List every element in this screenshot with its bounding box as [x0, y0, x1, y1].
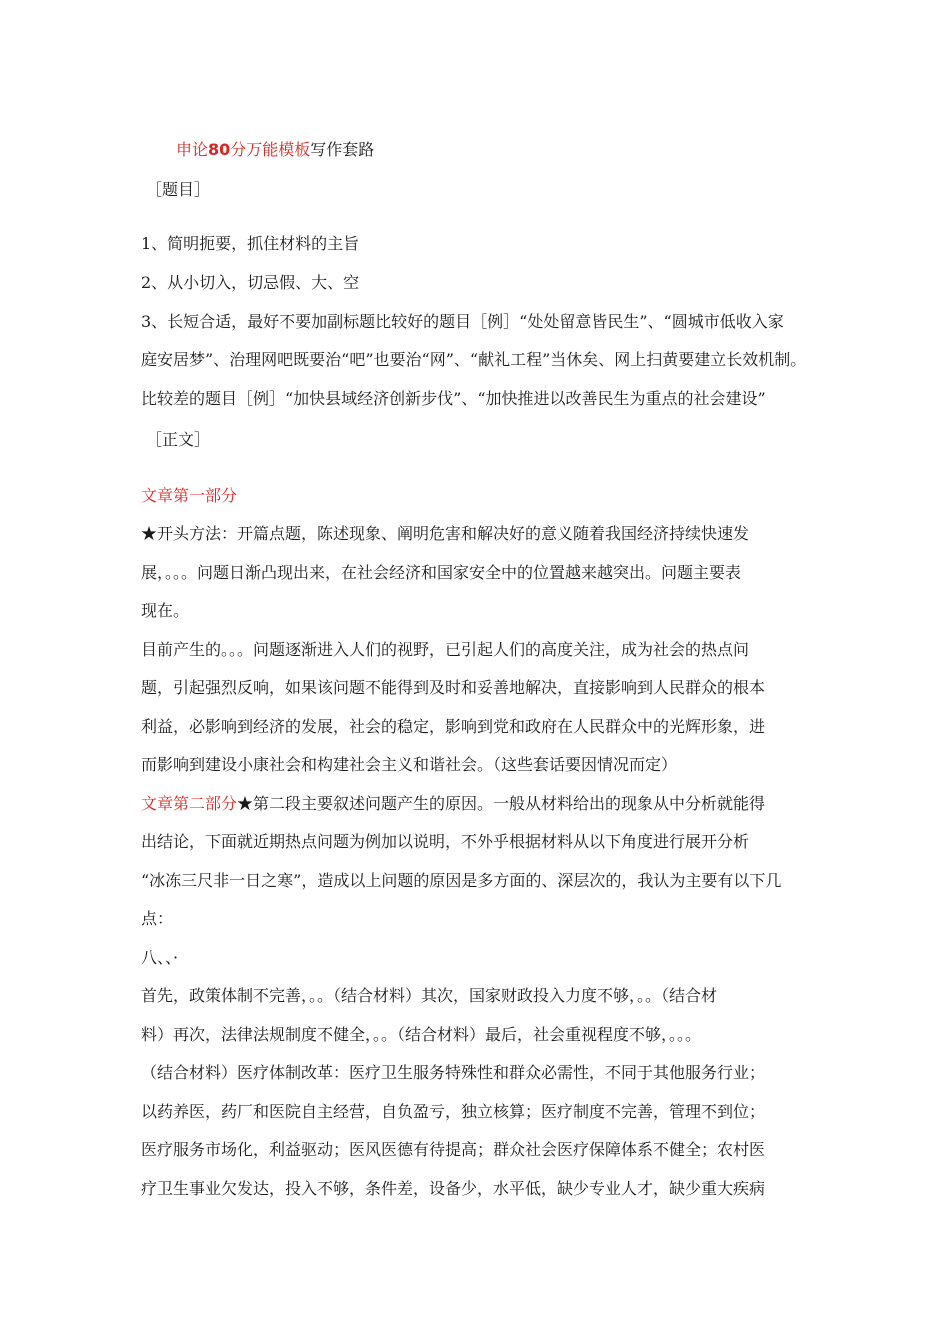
part2-line-1-text: ★第二段主要叙述问题产生的原因。一般从材料给出的现象从中分析就能得 — [237, 794, 766, 813]
topic-line-1: 1、简明扼要，抓住材料的主旨 — [141, 234, 360, 253]
section-topic-heading: ［题目］ — [146, 180, 211, 199]
document-title — [176, 140, 374, 160]
topic-line-2: 2、从小切入，切忌假、大、空 — [141, 273, 360, 292]
part1-line-2: 展，。。。问题日渐凸现出来，在社会经济和国家安全中的位置越来越突出。问题主要表 — [141, 563, 742, 582]
title-highlight: 分万能模板 — [230, 140, 311, 159]
part2-line-2: 出结论，下面就近期热点问题为例加以说明，不外乎根据材料从以下角度进行展开分析 — [141, 832, 750, 851]
part1-line-5: 题，引起强烈反响，如果该问题不能得到及时和妥善地解决，直接影响到人民群众的根本 — [141, 678, 766, 697]
part2-line-3: “冰冻三尺非一日之寒”，造成以上问题的原因是多方面的、深层次的，我认为主要有以下几 — [141, 871, 782, 890]
part2-line-1 — [141, 794, 765, 814]
part2-line-7: 料）再次，法律法规制度不健全，。。（结合材料）最后，社会重视程度不够，。。。 — [141, 1025, 702, 1044]
topic-line-4: 庭安居梦”、治理网吧既要治“吧”也要治“网”、“献礼工程”当休矣、网上扫黄要建立长效机制。 — [141, 350, 807, 369]
part2-line-4: 点： — [141, 909, 174, 928]
topic-line-3: 3、长短合适，最好不要加副标题比较好的题目［例］“处处留意皆民生”、“圆城市低收入家 — [141, 312, 784, 331]
part2-line-5: 八、、· — [141, 948, 179, 967]
part1-line-3: 现在。 — [141, 601, 190, 620]
title-number: 80 — [208, 140, 231, 159]
part1-line-4: 目前产生的。。。问题逐渐进入人们的视野，已引起人们的高度关注，成为社会的热点问 — [141, 640, 750, 659]
part2-line-9: 以药养医，药厂和医院自主经营，自负盈亏，独立核算；医疗制度不完善，管理不到位； — [141, 1102, 766, 1121]
part2-line-10: 医疗服务市场化，利益驱动；医风医德有待提高；群众社会医疗保障体系不健全；农村医 — [141, 1140, 766, 1159]
part1-line-6: 利益，必影响到经济的发展，社会的稳定，影响到党和政府在人民群众中的光辉形象，进 — [141, 717, 766, 736]
title-suffix: 写作套路 — [310, 140, 375, 159]
section-body-heading: ［正文］ — [146, 430, 211, 449]
title-prefix: 申论 — [176, 140, 209, 159]
part1-heading: 文章第一部分 — [141, 486, 238, 505]
part1-line-7: 而影响到建设小康社会和构建社会主义和谐社会。（这些套话要因情况而定） — [141, 755, 678, 774]
topic-line-5: 比较差的题目［例］“加快县域经济创新步伐”、“加快推进以改善民生为重点的社会建设” — [141, 389, 766, 408]
part1-line-1: ★开头方法：开篇点题，陈述现象、阐明危害和解决好的意义随着我国经济持续快速发 — [141, 524, 750, 543]
part2-heading: 文章第二部分 — [141, 794, 238, 813]
part2-line-11: 疗卫生事业欠发达，投入不够，条件差，设备少，水平低，缺少专业人才，缺少重大疾病 — [141, 1179, 766, 1198]
part2-line-8: （结合材料）医疗体制改革：医疗卫生服务特殊性和群众必需性，不同于其他服务行业； — [141, 1063, 766, 1082]
part2-line-6: 首先，政策体制不完善，。。（结合材料）其次，国家财政投入力度不够，。。（结合材 — [141, 986, 718, 1005]
